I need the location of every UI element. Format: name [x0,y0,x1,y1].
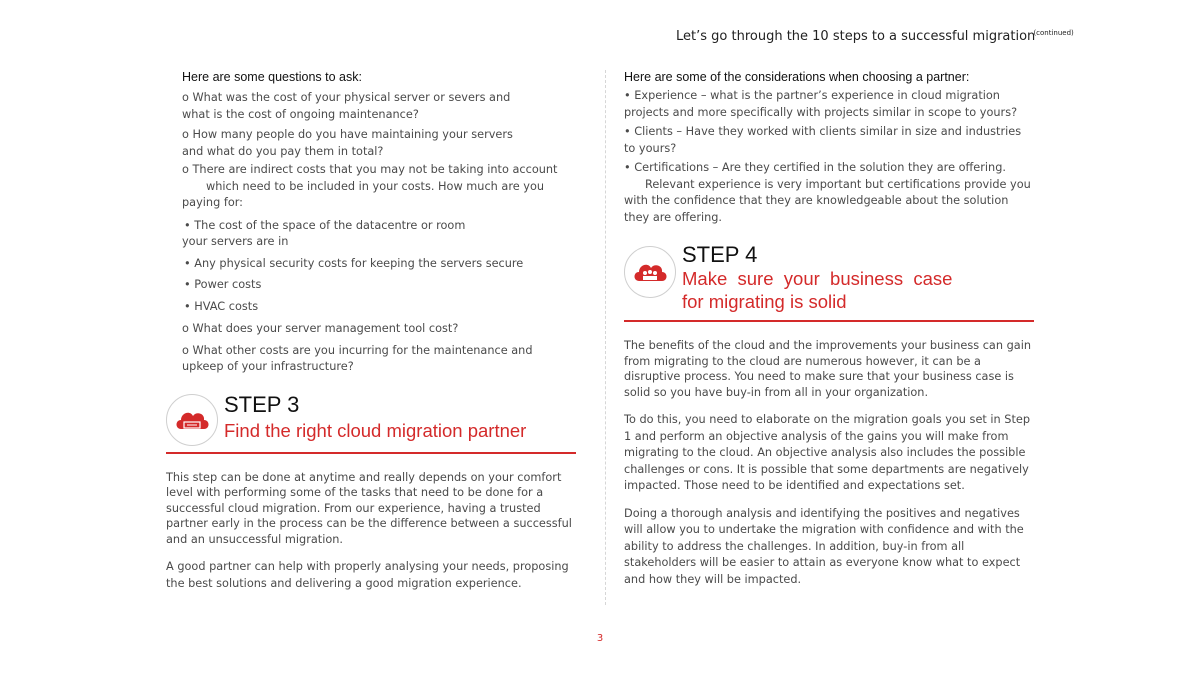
question-2-line-2: and what do you pay them in total? [182,144,384,158]
question-1-line-1: o What was the cost of your physical server or severs and [182,91,511,104]
question-3-line-3: paying for: [182,196,243,209]
page-number: 3 [596,633,604,644]
step-4-title-line-2: for migrating is solid [682,291,847,312]
question-2-line-1: o How many people do you have maintaining your servers [182,128,513,141]
question-1 [182,90,581,123]
cloud-people-icon [624,246,676,298]
step-4-paragraph-2-text: To do this, you need to elaborate on the migration goals you set in Step 1 and perform an objective analysis of the gains you will make from migrating to the cloud. An objective analysis also includes the possible challenges or cons. It is possible that some departments are negatively impacted. Those need to be identified and expectations set. [624,413,1031,492]
consideration-experience: • Experience – what is the partner’s experience in cloud migration projects and more specifically with projects similar in scope to yours? [624,89,1018,119]
bullet-3: • Power costs [184,278,262,291]
question-3-line-1: o There are indirect costs that you may not be taking into account [182,163,558,176]
consideration-certifications: • Certifications – Are they certified in the solution they are offering. [624,161,1006,174]
left-column [166,70,581,592]
bullet-1 [182,218,581,251]
bullet-1-line-2: your servers are in [182,235,289,248]
question-1-line-2: what is the cost of ongoing maintenance? [182,107,419,121]
right-column [624,70,1036,588]
step-4-title-line-1: Make sure your business case [682,268,953,289]
bullet-2: • Any physical security costs for keeping the servers secure [184,256,524,270]
step-4-rule [624,320,1034,322]
step-3-paragraph-1-text: This step can be done at anytime and really depends on your comfort level with performing some of the tasks that need to be done for a successful cloud migration. From our experience, having a trusted partner early in the process can be the difference between a successful and an unsuccessful migration. [166,470,572,546]
bullet-4: • HVAC costs [184,299,259,313]
question-4: o What does your server management tool cost? [182,322,459,335]
page-header [676,29,1074,44]
step-3-title: Find the right cloud migration partner [224,419,527,441]
column-divider [605,70,606,605]
question-5 [182,343,581,376]
step-3-paragraph-1 [166,470,581,548]
question-2 [182,127,581,160]
step-3-paragraph-2 [166,559,581,592]
header-continued: (continued) [1033,29,1074,37]
considerations-heading: Here are some of the considerations when choosing a partner: [624,70,970,84]
question-3-line-2: which need to be included in your costs. How much are you [206,179,545,193]
step-4-number: STEP 4 [682,242,758,267]
consideration-clients: • Clients – Have they worked with clients similar in size and industries to yours? [624,125,1022,155]
bullet-1-line-1: • The cost of the space of the datacentre or room [184,218,466,232]
question-3 [182,162,581,212]
step-4-paragraph-1 [624,338,1036,400]
step-3-paragraph-2-text: A good partner can help with properly analysing your needs, proposing the best solutions and delivering a good migration experience. [166,560,569,590]
consideration-certifications-cont: Relevant experience is very important but certifications provide you with the confidence that they are knowledgeable about the solution they are offering. [624,177,1031,224]
step-4-paragraph-1-text: The benefits of the cloud and the improvements your business can gain from migrating to the cloud are numerous however, it can be a disruptive process. You need to make sure that your business case is solid so you have buy-in from all in your organization. [624,339,1031,399]
step-3-number: STEP 3 [224,391,300,417]
step-4-paragraph-3 [624,506,1036,589]
step-3-header [166,391,581,452]
question-5-line-2: upkeep of your infrastructure? [182,360,354,373]
questions-heading: Here are some questions to ask: [182,70,362,84]
step-4-paragraph-2 [624,412,1036,495]
question-5-line-1: o What other costs are you incurring for the maintenance and [182,343,533,357]
step-4-paragraph-3-text: Doing a thorough analysis and identifying the positives and negatives will allow you to undertake the migration with confidence and with the ability to address the challenges. In addition, buy-in from all stakeholders will be easier to attain as everyone know what to expect and how they will be impacted. [624,506,1024,586]
cloud-server-icon [166,394,218,446]
header-title: Let’s go through the 10 steps to a successful migration [676,29,1036,44]
step-4-header [624,242,1036,320]
step-3-rule [166,452,576,454]
